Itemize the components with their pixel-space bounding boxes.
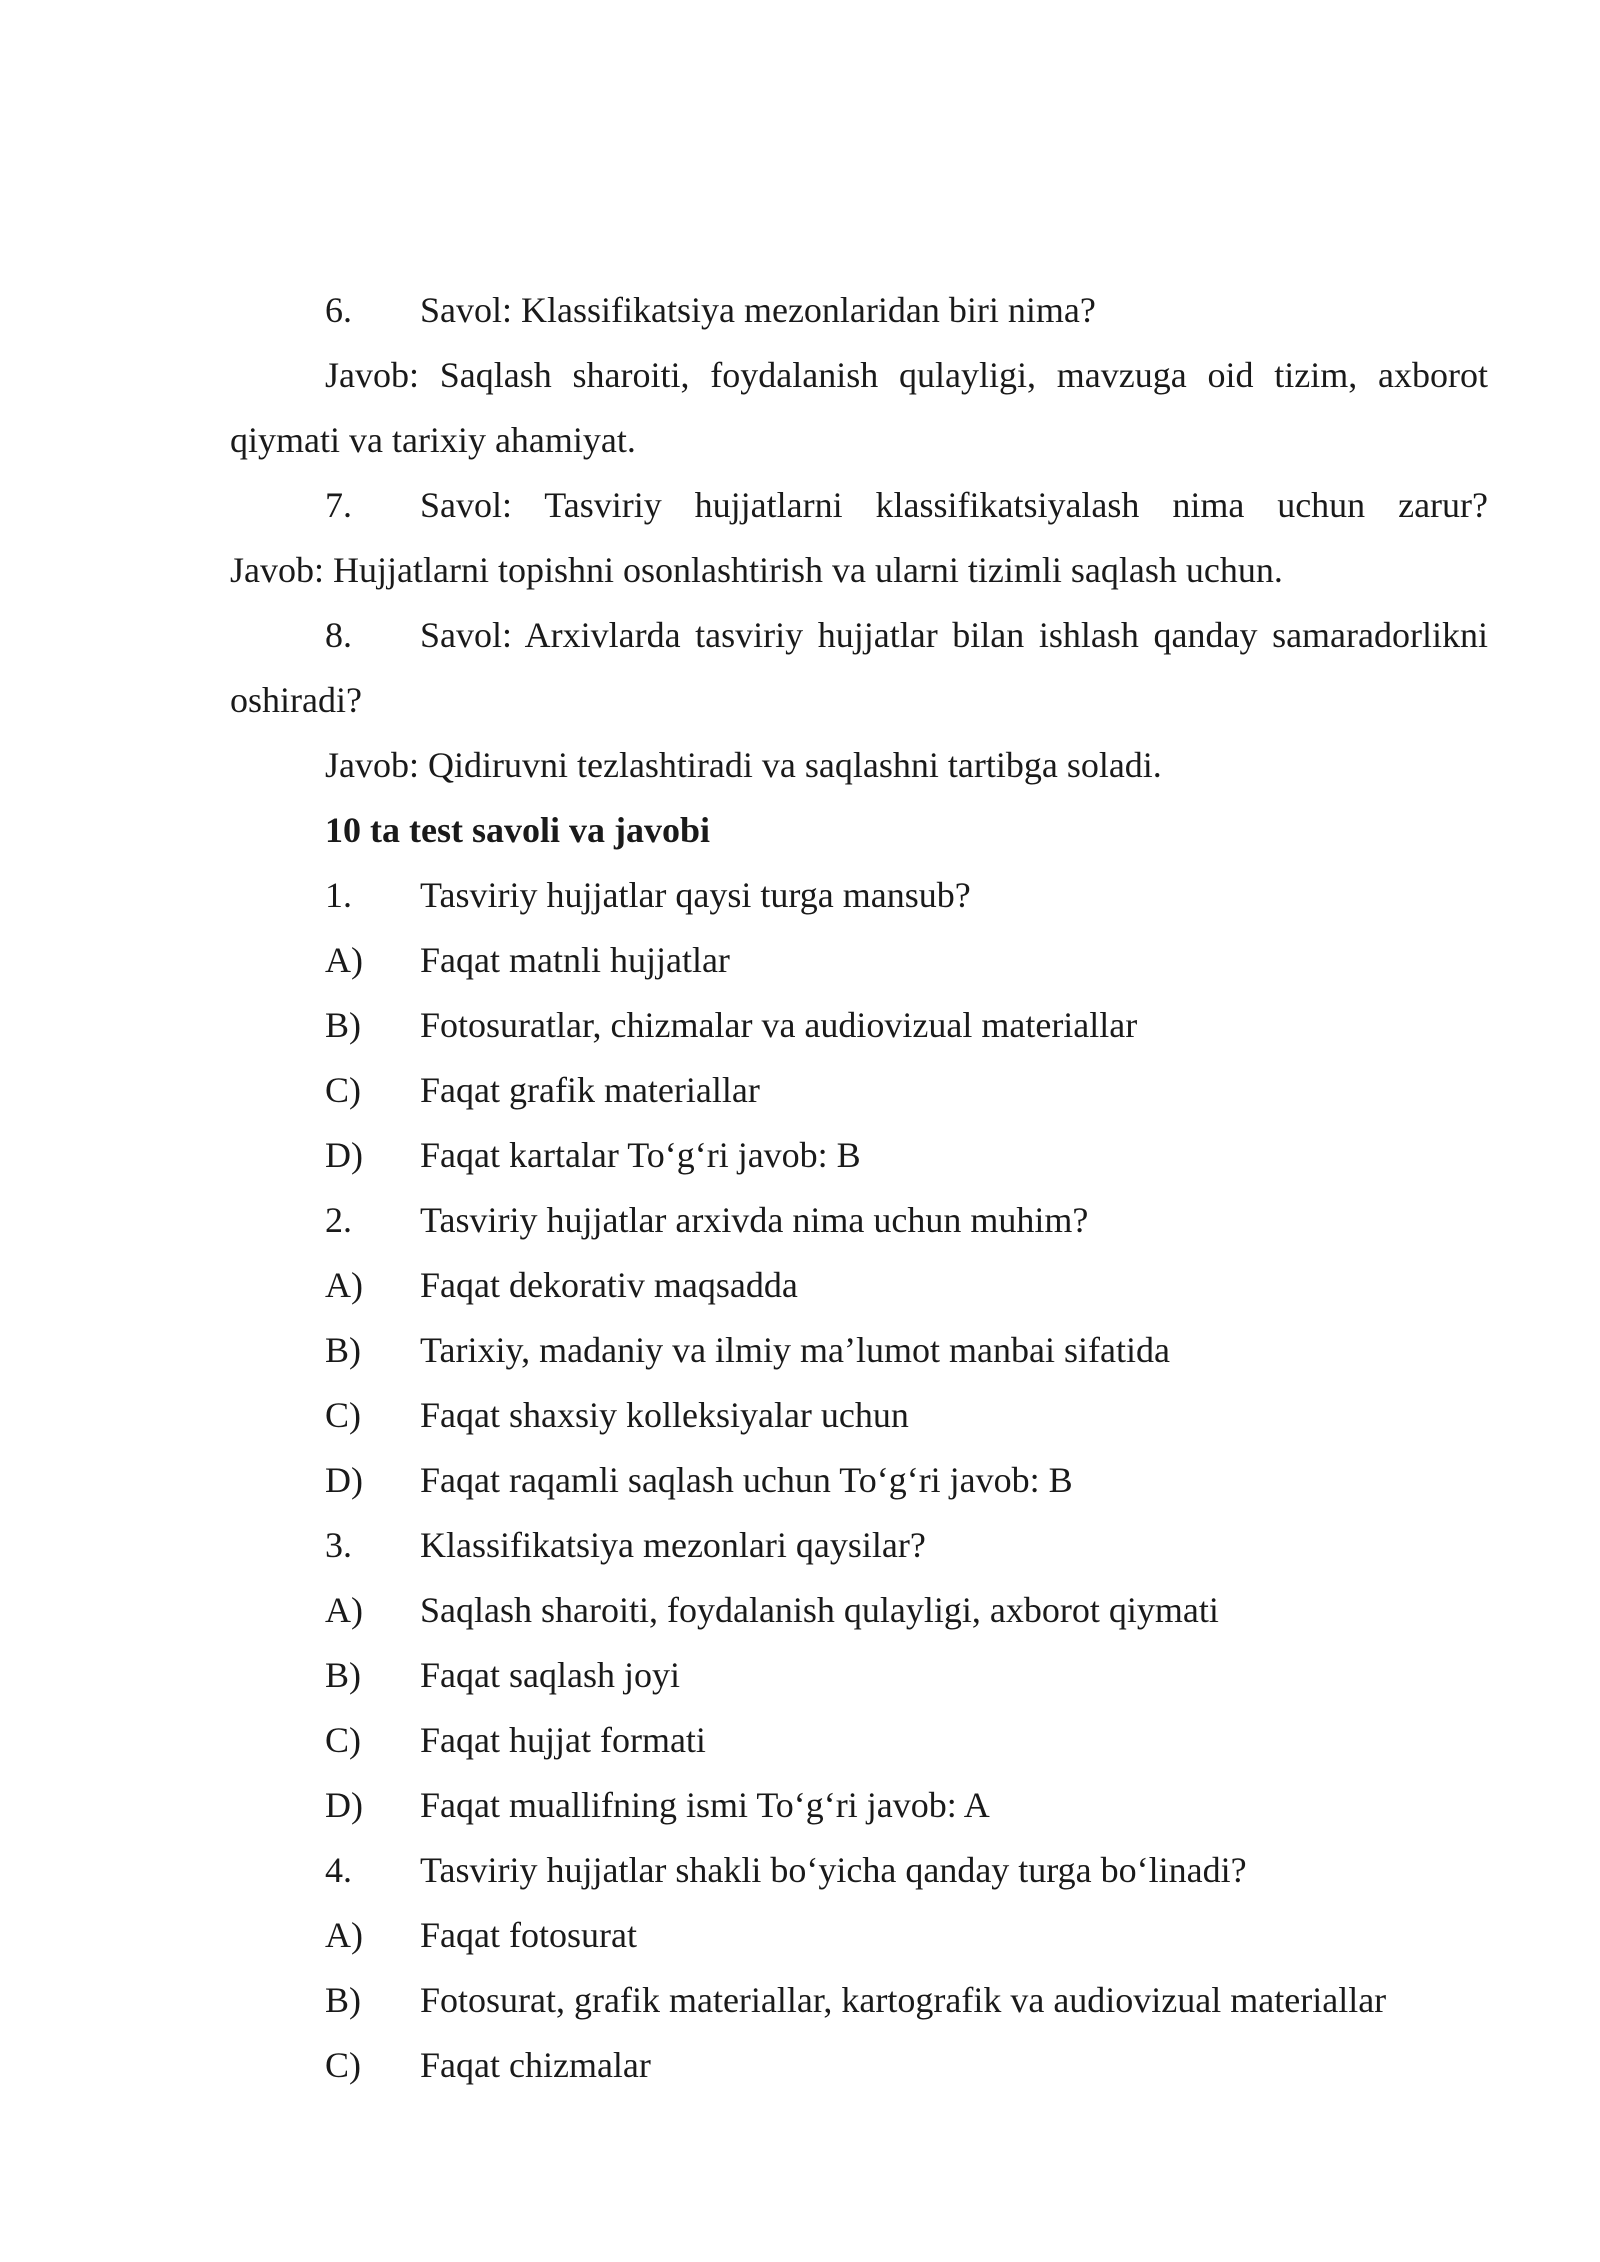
option-text: Faqat matnli hujjatlar: [420, 940, 730, 980]
option-text: Faqat kartalar To‘g‘ri javob: B: [420, 1135, 861, 1175]
qa-question-text: Savol: Klassifikatsiya mezonlaridan biri nima?: [420, 290, 1096, 330]
option-letter: A): [325, 1590, 363, 1630]
option-text: Faqat saqlash joyi: [420, 1655, 680, 1695]
option-letter: D): [325, 1785, 363, 1825]
test-option: [230, 1968, 1488, 2033]
option-text: Fotosuratlar, chizmalar va audiovizual materiallar: [420, 1005, 1138, 1045]
test-question-text: Tasviriy hujjatlar shakli bo‘yicha qanday turga bo‘linadi?: [420, 1850, 1247, 1890]
test-question-text: Tasviriy hujjatlar arxivda nima uchun muhim?: [420, 1200, 1089, 1240]
qa-question-7: [230, 473, 1488, 538]
option-text: Faqat raqamli saqlash uchun To‘g‘ri javob: B: [420, 1460, 1073, 1500]
option-letter: A): [325, 1915, 363, 1955]
option-text: Faqat hujjat formati: [420, 1720, 706, 1760]
test-option: [230, 993, 1488, 1058]
qa-question-8: [230, 603, 1488, 733]
test-option: [230, 1123, 1488, 1188]
test-question-2: [230, 1188, 1488, 1513]
option-text: Saqlash sharoiti, foydalanish qulayligi, axborot qiymati: [420, 1590, 1219, 1630]
option-text: Faqat fotosurat: [420, 1915, 637, 1955]
option-letter: C): [325, 1070, 361, 1110]
option-letter: D): [325, 1135, 363, 1175]
option-letter: B): [325, 1005, 361, 1045]
test-question-4: [230, 1838, 1488, 2098]
test-number: 1.: [325, 875, 352, 915]
qa-question-text: Savol: Tasviriy hujjatlarni klassifikatsiyalash nima uchun zarur?: [420, 485, 1488, 525]
option-text: Faqat shaxsiy kolleksiyalar uchun: [420, 1395, 909, 1435]
option-text: Faqat muallifning ismi To‘g‘ri javob: A: [420, 1785, 990, 1825]
test-number: 2.: [325, 1200, 352, 1240]
test-option: [230, 1383, 1488, 1448]
qa-number: 8.: [325, 615, 352, 655]
qa-answer-8: Javob: Qidiruvni tezlashtiradi va saqlashni tartibga soladi.: [325, 745, 1162, 785]
option-letter: B): [325, 1980, 361, 2020]
option-text: Faqat dekorativ maqsadda: [420, 1265, 798, 1305]
test-option: [230, 928, 1488, 993]
test-option: [230, 1448, 1488, 1513]
option-letter: C): [325, 2045, 361, 2085]
test-question-3: [230, 1513, 1488, 1838]
test-option: [230, 1058, 1488, 1123]
option-letter: B): [325, 1330, 361, 1370]
test-option: [230, 1903, 1488, 1968]
option-letter: A): [325, 940, 363, 980]
option-text: Faqat grafik materiallar: [420, 1070, 760, 1110]
test-number: 3.: [325, 1525, 352, 1565]
qa-number: 6.: [325, 290, 352, 330]
test-option: [230, 1253, 1488, 1318]
qa-answer-6: Javob: Saqlash sharoiti, foydalanish qulayligi, mavzuga oid tizim, axborot qiymati va tarixiy ahamiyat.: [230, 355, 1488, 460]
test-option: [230, 1773, 1488, 1838]
option-text: Tarixiy, madaniy va ilmiy ma’lumot manbai sifatida: [420, 1330, 1170, 1370]
test-question-line: [230, 863, 1488, 928]
option-letter: B): [325, 1655, 361, 1695]
document-content: [230, 278, 1488, 2098]
test-question-line: [230, 1513, 1488, 1578]
option-letter: D): [325, 1460, 363, 1500]
test-option: [230, 1578, 1488, 1643]
qa-question-text: Savol: Arxivlarda tasviriy hujjatlar bilan ishlash qanday samaradorlikni oshiradi?: [230, 615, 1488, 720]
test-question-line: [230, 1188, 1488, 1253]
test-question-text: Klassifikatsiya mezonlari qaysilar?: [420, 1525, 926, 1565]
option-text: Fotosurat, grafik materiallar, kartografik va audiovizual materiallar: [420, 1980, 1387, 2020]
qa-question-6: [230, 278, 1488, 343]
test-option: [230, 1708, 1488, 1773]
test-number: 4.: [325, 1850, 352, 1890]
option-letter: A): [325, 1265, 363, 1305]
test-option: [230, 1318, 1488, 1383]
option-letter: C): [325, 1720, 361, 1760]
test-question-line: [230, 1838, 1488, 1903]
test-question-text: Tasviriy hujjatlar qaysi turga mansub?: [420, 875, 971, 915]
test-question-1: [230, 863, 1488, 1188]
qa-answer-7: Javob: Hujjatlarni topishni osonlashtirish va ularni tizimli saqlash uchun.: [230, 550, 1283, 590]
section-title: 10 ta test savoli va javobi: [325, 810, 710, 850]
qa-number: 7.: [325, 485, 352, 525]
option-letter: C): [325, 1395, 361, 1435]
test-option: [230, 2033, 1488, 2098]
test-option: [230, 1643, 1488, 1708]
option-text: Faqat chizmalar: [420, 2045, 651, 2085]
